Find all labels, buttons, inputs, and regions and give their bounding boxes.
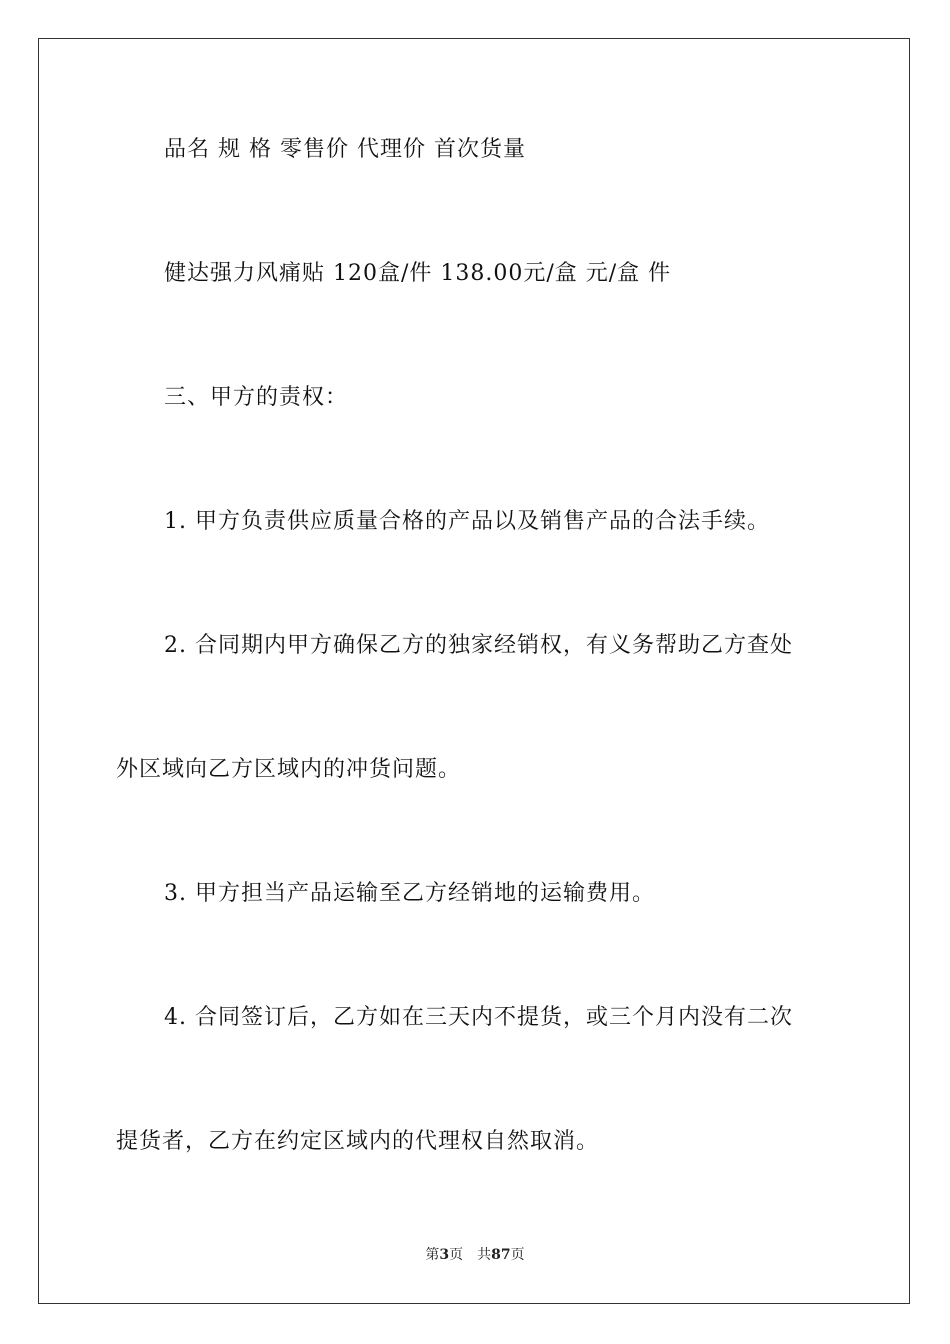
- clause-3: 3. 甲方担当产品运输至乙方经销地的运输费用。: [164, 881, 655, 906]
- page-prefix: 第: [425, 1247, 440, 1263]
- total-prefix: 共: [477, 1247, 492, 1263]
- page-number: 3: [439, 1247, 450, 1263]
- clause-4-line-1: 4. 合同签订后，乙方如在三天内不提货，或三个月内没有二次: [164, 1005, 793, 1030]
- total-pages: 87: [491, 1247, 511, 1263]
- clause-4-line-2: 提货者，乙方在约定区域内的代理权自然取消。: [116, 1129, 600, 1154]
- page-footer: [0, 1246, 950, 1264]
- table-row-line: 健达强力风痛贴 120盒/件 138.00元/盒 元/盒 件: [164, 261, 672, 286]
- total-suffix: 页: [510, 1247, 525, 1263]
- section-heading: 三、甲方的责权：: [164, 385, 349, 410]
- page-suffix: 页: [449, 1247, 464, 1263]
- clause-2-line-2: 外区域向乙方区域内的冲货问题。: [116, 757, 462, 782]
- table-header-line: 品名 规 格 零售价 代理价 首次货量: [164, 137, 526, 162]
- clause-1: 1. 甲方负责供应质量合格的产品以及销售产品的合法手续。: [164, 509, 770, 534]
- clause-2-line-1: 2. 合同期内甲方确保乙方的独家经销权，有义务帮助乙方查处: [164, 633, 793, 658]
- page-frame: [38, 38, 910, 1304]
